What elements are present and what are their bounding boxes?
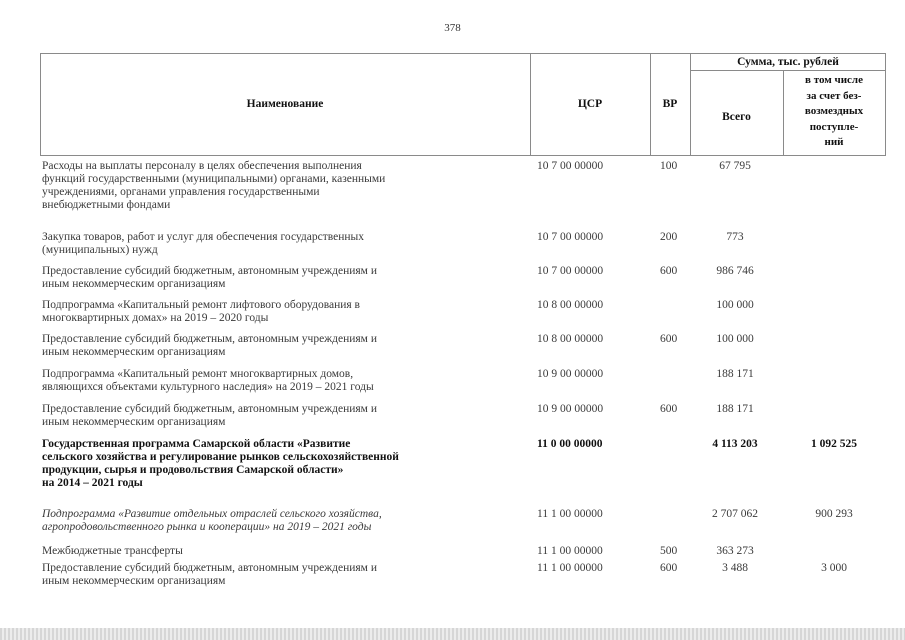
row-total: 3 488 — [722, 562, 748, 574]
row-csr: 10 9 00 00000 — [537, 368, 604, 380]
row-name: Предоставление субсидий бюджетным, автономным учреждениям и иным некоммерческим организациям — [42, 562, 377, 587]
row-total: 188 171 — [716, 403, 754, 415]
row-vr: 600 — [660, 265, 678, 277]
row-vr: 600 — [660, 403, 678, 415]
page-number: 378 — [444, 22, 461, 34]
header-free: в том числе за счет без- возмездных поступле- ний — [804, 74, 864, 148]
row-name: Предоставление субсидий бюджетным, автономным учреждениям и иным некоммерческим организациям — [42, 265, 377, 290]
row-total: 773 — [726, 231, 744, 243]
scan-edge-band — [0, 628, 905, 640]
row-free: 1 092 525 — [811, 438, 857, 450]
header-vr: ВР — [662, 98, 678, 110]
row-total: 4 113 203 — [712, 438, 758, 450]
row-name: Подпрограмма «Капитальный ремонт лифтового оборудования в многоквартирных домах» на 2019 – 2020 годы — [42, 299, 360, 324]
row-csr: 10 9 00 00000 — [537, 403, 604, 415]
row-free: 900 293 — [815, 508, 853, 520]
row-vr: 200 — [660, 231, 678, 243]
row-total: 67 795 — [719, 160, 751, 172]
row-csr: 10 8 00 00000 — [537, 333, 604, 345]
row-free: 3 000 — [821, 562, 847, 574]
row-vr: 500 — [660, 545, 678, 557]
row-csr: 10 7 00 00000 — [537, 231, 604, 243]
row-total: 363 273 — [716, 545, 754, 557]
row-total: 100 000 — [716, 299, 754, 311]
row-total: 188 171 — [716, 368, 754, 380]
row-name: Предоставление субсидий бюджетным, автономным учреждениям и иным некоммерческим организациям — [42, 333, 377, 358]
row-csr: 10 7 00 00000 — [537, 160, 604, 172]
row-name: Закупка товаров, работ и услуг для обеспечения государственных (муниципальных) нужд — [42, 231, 365, 256]
row-total: 986 746 — [716, 265, 754, 277]
sum-subheader-border — [690, 70, 886, 71]
row-csr: 11 1 00 00000 — [537, 508, 603, 520]
table-top-border — [40, 53, 886, 54]
row-name: Межбюджетные трансферты — [42, 545, 183, 557]
row-total: 100 000 — [716, 333, 754, 345]
header-bottom-border — [40, 155, 886, 156]
row-name: Предоставление субсидий бюджетным, автономным учреждениям и иным некоммерческим организациям — [42, 403, 377, 428]
row-vr: 600 — [660, 333, 678, 345]
row-csr: 11 1 00 00000 — [537, 562, 603, 574]
header-csr: ЦСР — [577, 98, 603, 110]
row-csr: 11 1 00 00000 — [537, 545, 603, 557]
row-total: 2 707 062 — [712, 508, 758, 520]
row-csr: 10 7 00 00000 — [537, 265, 604, 277]
row-vr: 100 — [660, 160, 678, 172]
row-name: Расходы на выплаты персоналу в целях обеспечения выполнения функций государственными (муниципальными) органами, казенными учреждениями, органами управления государственными внебюджетными фондами — [42, 160, 386, 211]
header-total: Всего — [722, 111, 751, 123]
row-name: Государственная программа Самарской области «Развитие сельского хозяйства и регулирование рынков сельскохозяйственной продукции, сырья и продовольствия Самарской области» на 2014 – 2021 годы — [42, 438, 399, 489]
row-name: Подпрограмма «Капитальный ремонт многоквартирных домов, являющихся объектами культурного наследия» на 2019 – 2021 годы — [42, 368, 374, 393]
row-csr: 11 0 00 00000 — [537, 438, 603, 450]
header-name: Наименование — [246, 98, 324, 110]
header-sum: Сумма, тыс. рублей — [737, 56, 839, 68]
row-vr: 600 — [660, 562, 678, 574]
row-csr: 10 8 00 00000 — [537, 299, 604, 311]
row-name: Подпрограмма «Развитие отдельных отраслей сельского хозяйства, агропродовольственного рынка и кооперации» на 2019 – 2021 годы — [42, 508, 382, 533]
